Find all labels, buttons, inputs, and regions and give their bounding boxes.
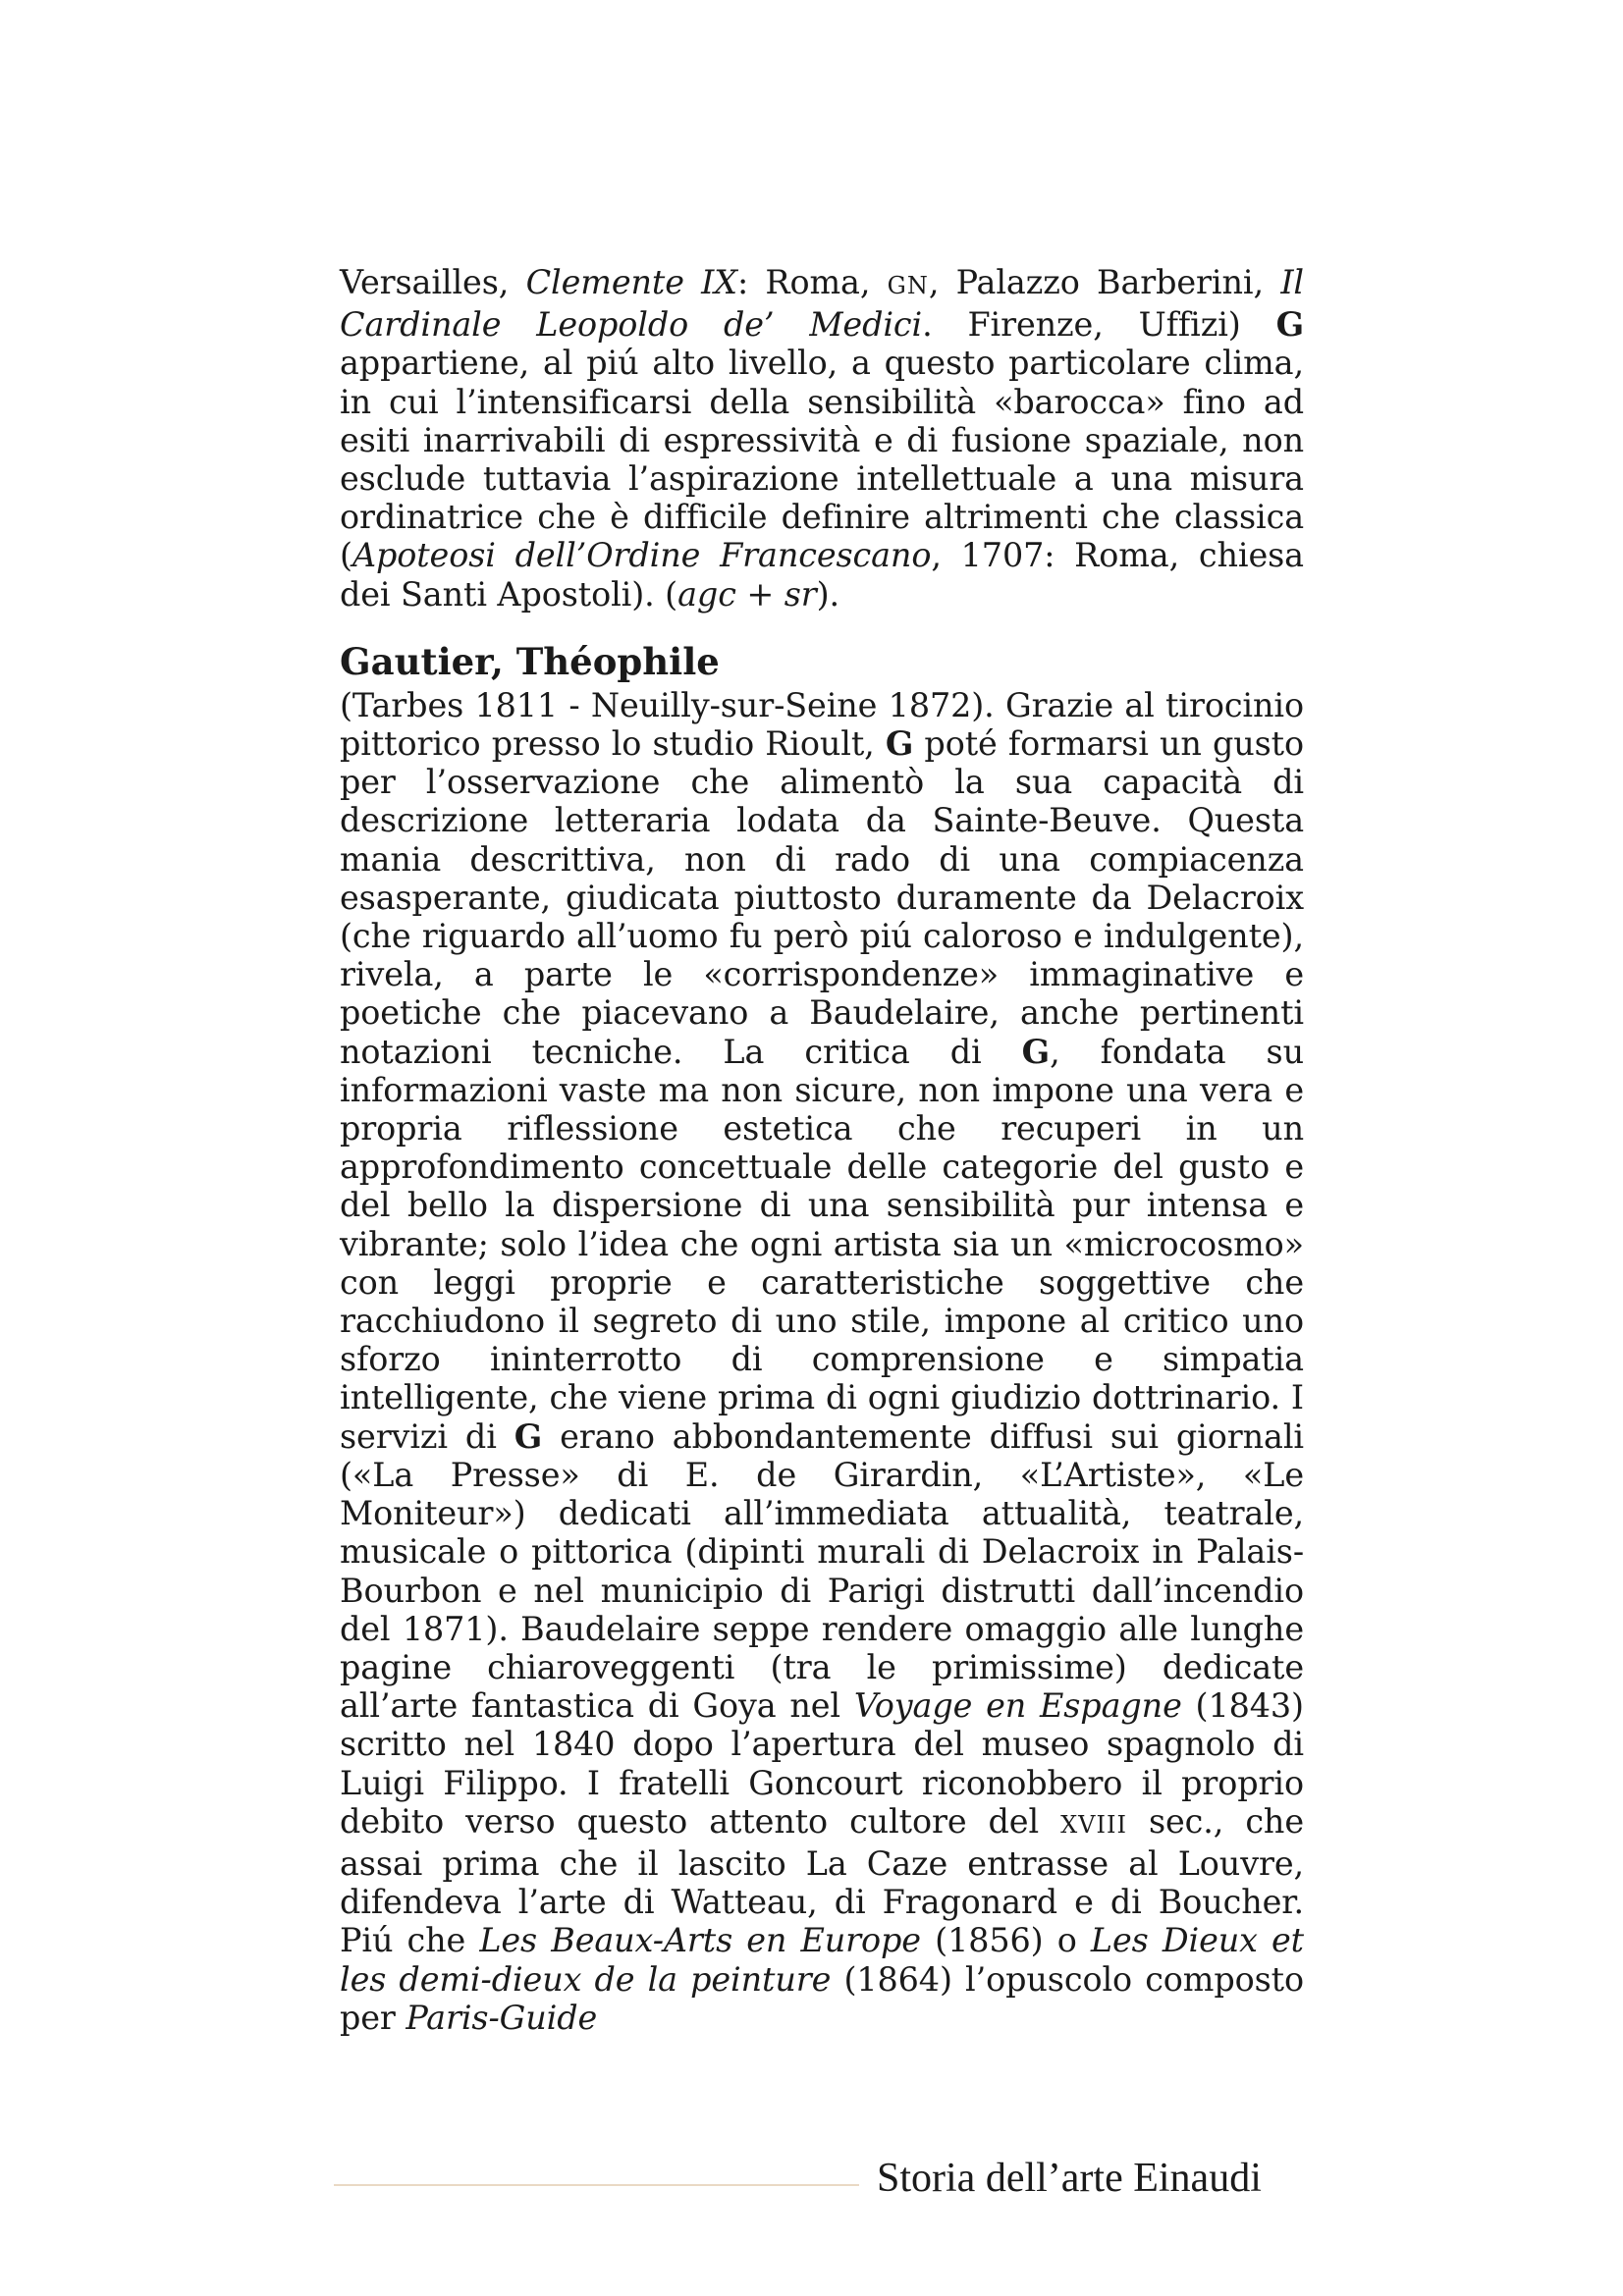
- subject-abbrev: G: [885, 724, 914, 764]
- text-run: : Roma,: [736, 263, 888, 301]
- author-initials: agc + sr: [677, 574, 817, 614]
- page-body: [340, 263, 1304, 2037]
- artwork-title: Clemente IX: [525, 263, 737, 301]
- text-run: (1856) o: [920, 1921, 1091, 1960]
- book-title: Paris-Guide: [406, 1998, 598, 2037]
- artwork-title: Il Cardinale Leopoldo de’ Medici: [340, 263, 1304, 345]
- book-title: Voyage en Espagne: [853, 1686, 1182, 1726]
- text-run: appartiene, al piú alto livello, a questo particolare clima, in cui l’intensificarsi della sensibilità «barocca» fino ad esiti inarrivabili di espressività e di fusione spaziale, non esclude tuttavia l’aspirazione intellettuale a una misura ordinatrice che è difficile definire altrimenti che classica (: [340, 344, 1304, 575]
- text-run: , 1707: Roma, chiesa dei Santi Apostoli). (: [340, 536, 1304, 614]
- footer-label: Storia dell’arte Einaudi: [877, 2156, 1262, 2201]
- entry-paragraph: [340, 686, 1304, 2037]
- subject-abbrev: G: [1275, 305, 1304, 345]
- text-run: , fondata su informazioni vaste ma non sicure, non impone una vera e propria riflessione estetica che recuperi in un approfondimento concettuale delle categorie del gusto e del bello la dispersione di una sensibilità pur intensa e vibrante; solo l’idea che ogni artista sia un «microcosmo» con leggi proprie e caratteristiche soggettive che racchiudono il segreto di uno stile, impone al critico uno sforzo ininterrotto di comprensione e simpatia intelligente, che viene prima di ogni giudizio dottrinario. I servizi di: [340, 1032, 1304, 1456]
- text-run: . Firenze, Uffizi): [922, 305, 1276, 345]
- text-run: (1864) l’opuscolo composto per: [340, 1959, 1304, 2037]
- book-title: Les Dieux et les demi-dieux de la peinture: [340, 1921, 1304, 1999]
- subject-abbrev: G: [1021, 1032, 1051, 1071]
- book-title: Les Beaux-Arts en Europe: [479, 1921, 921, 1960]
- continuation-paragraph: [340, 263, 1304, 614]
- artwork-title: Apoteosi dell’Ordine Francescano: [352, 536, 932, 575]
- century-numeral: XVIII: [1060, 1810, 1127, 1839]
- text-run: (1843) scritto nel 1840 dopo l’apertura del museo spagnolo di Luigi Filippo. I fratelli Goncourt riconobbero il proprio debito verso questo attento cultore del: [340, 1686, 1304, 1841]
- text-run: poté formarsi un gusto per l’osservazione che alimentò la sua capacità di descrizione letteraria lodata da Sainte-Beuve. Questa mania descrittiva, non di rado di una compiacenza esasperante, giudicata piuttosto duramente da Delacroix (che riguardo all’uomo fu però piú caloroso e indulgente), rivela, a parte le «corrispondenze» immaginative e poetiche che piacevano a Baudelaire, anche pertinenti notazioni tecniche. La critica di: [340, 724, 1304, 1071]
- entry-title: Gautier, Théophile: [340, 639, 720, 683]
- text-run: Versailles,: [340, 263, 526, 301]
- text-run: sec., che assai prima che il lascito La Caze entrasse al Louvre, difendeva l’arte di Watteau, di Fragonard e di Boucher. Piú che: [340, 1801, 1304, 1960]
- text-run: erano abbondantemente diffusi sui giornali («La Presse» di E. de Girardin, «L’Artiste», «Le Moniteur») dedicati all’immediata attualità, teatrale, musicale o pittorica (dipinti murali di Delacroix in Palais-Bourbon e nel municipio di Parigi distrutti dall’incendio del 1871). Baudelaire seppe rendere omaggio alle lunghe pagine chiaroveggenti (tra le primissime) dedicate all’arte fantastica di Goya nel: [340, 1416, 1304, 1726]
- subject-abbrev: G: [514, 1416, 543, 1456]
- text-run: , Palazzo Barberini,: [928, 263, 1281, 301]
- footer-rule: [334, 2184, 859, 2186]
- text-run: (Tarbes 1811 - Neuilly-sur-Seine 1872). Grazie al tirocinio pittorico presso lo studio Rioult,: [340, 685, 1304, 764]
- text-run: ).: [816, 574, 840, 614]
- abbreviation: GN: [887, 272, 929, 299]
